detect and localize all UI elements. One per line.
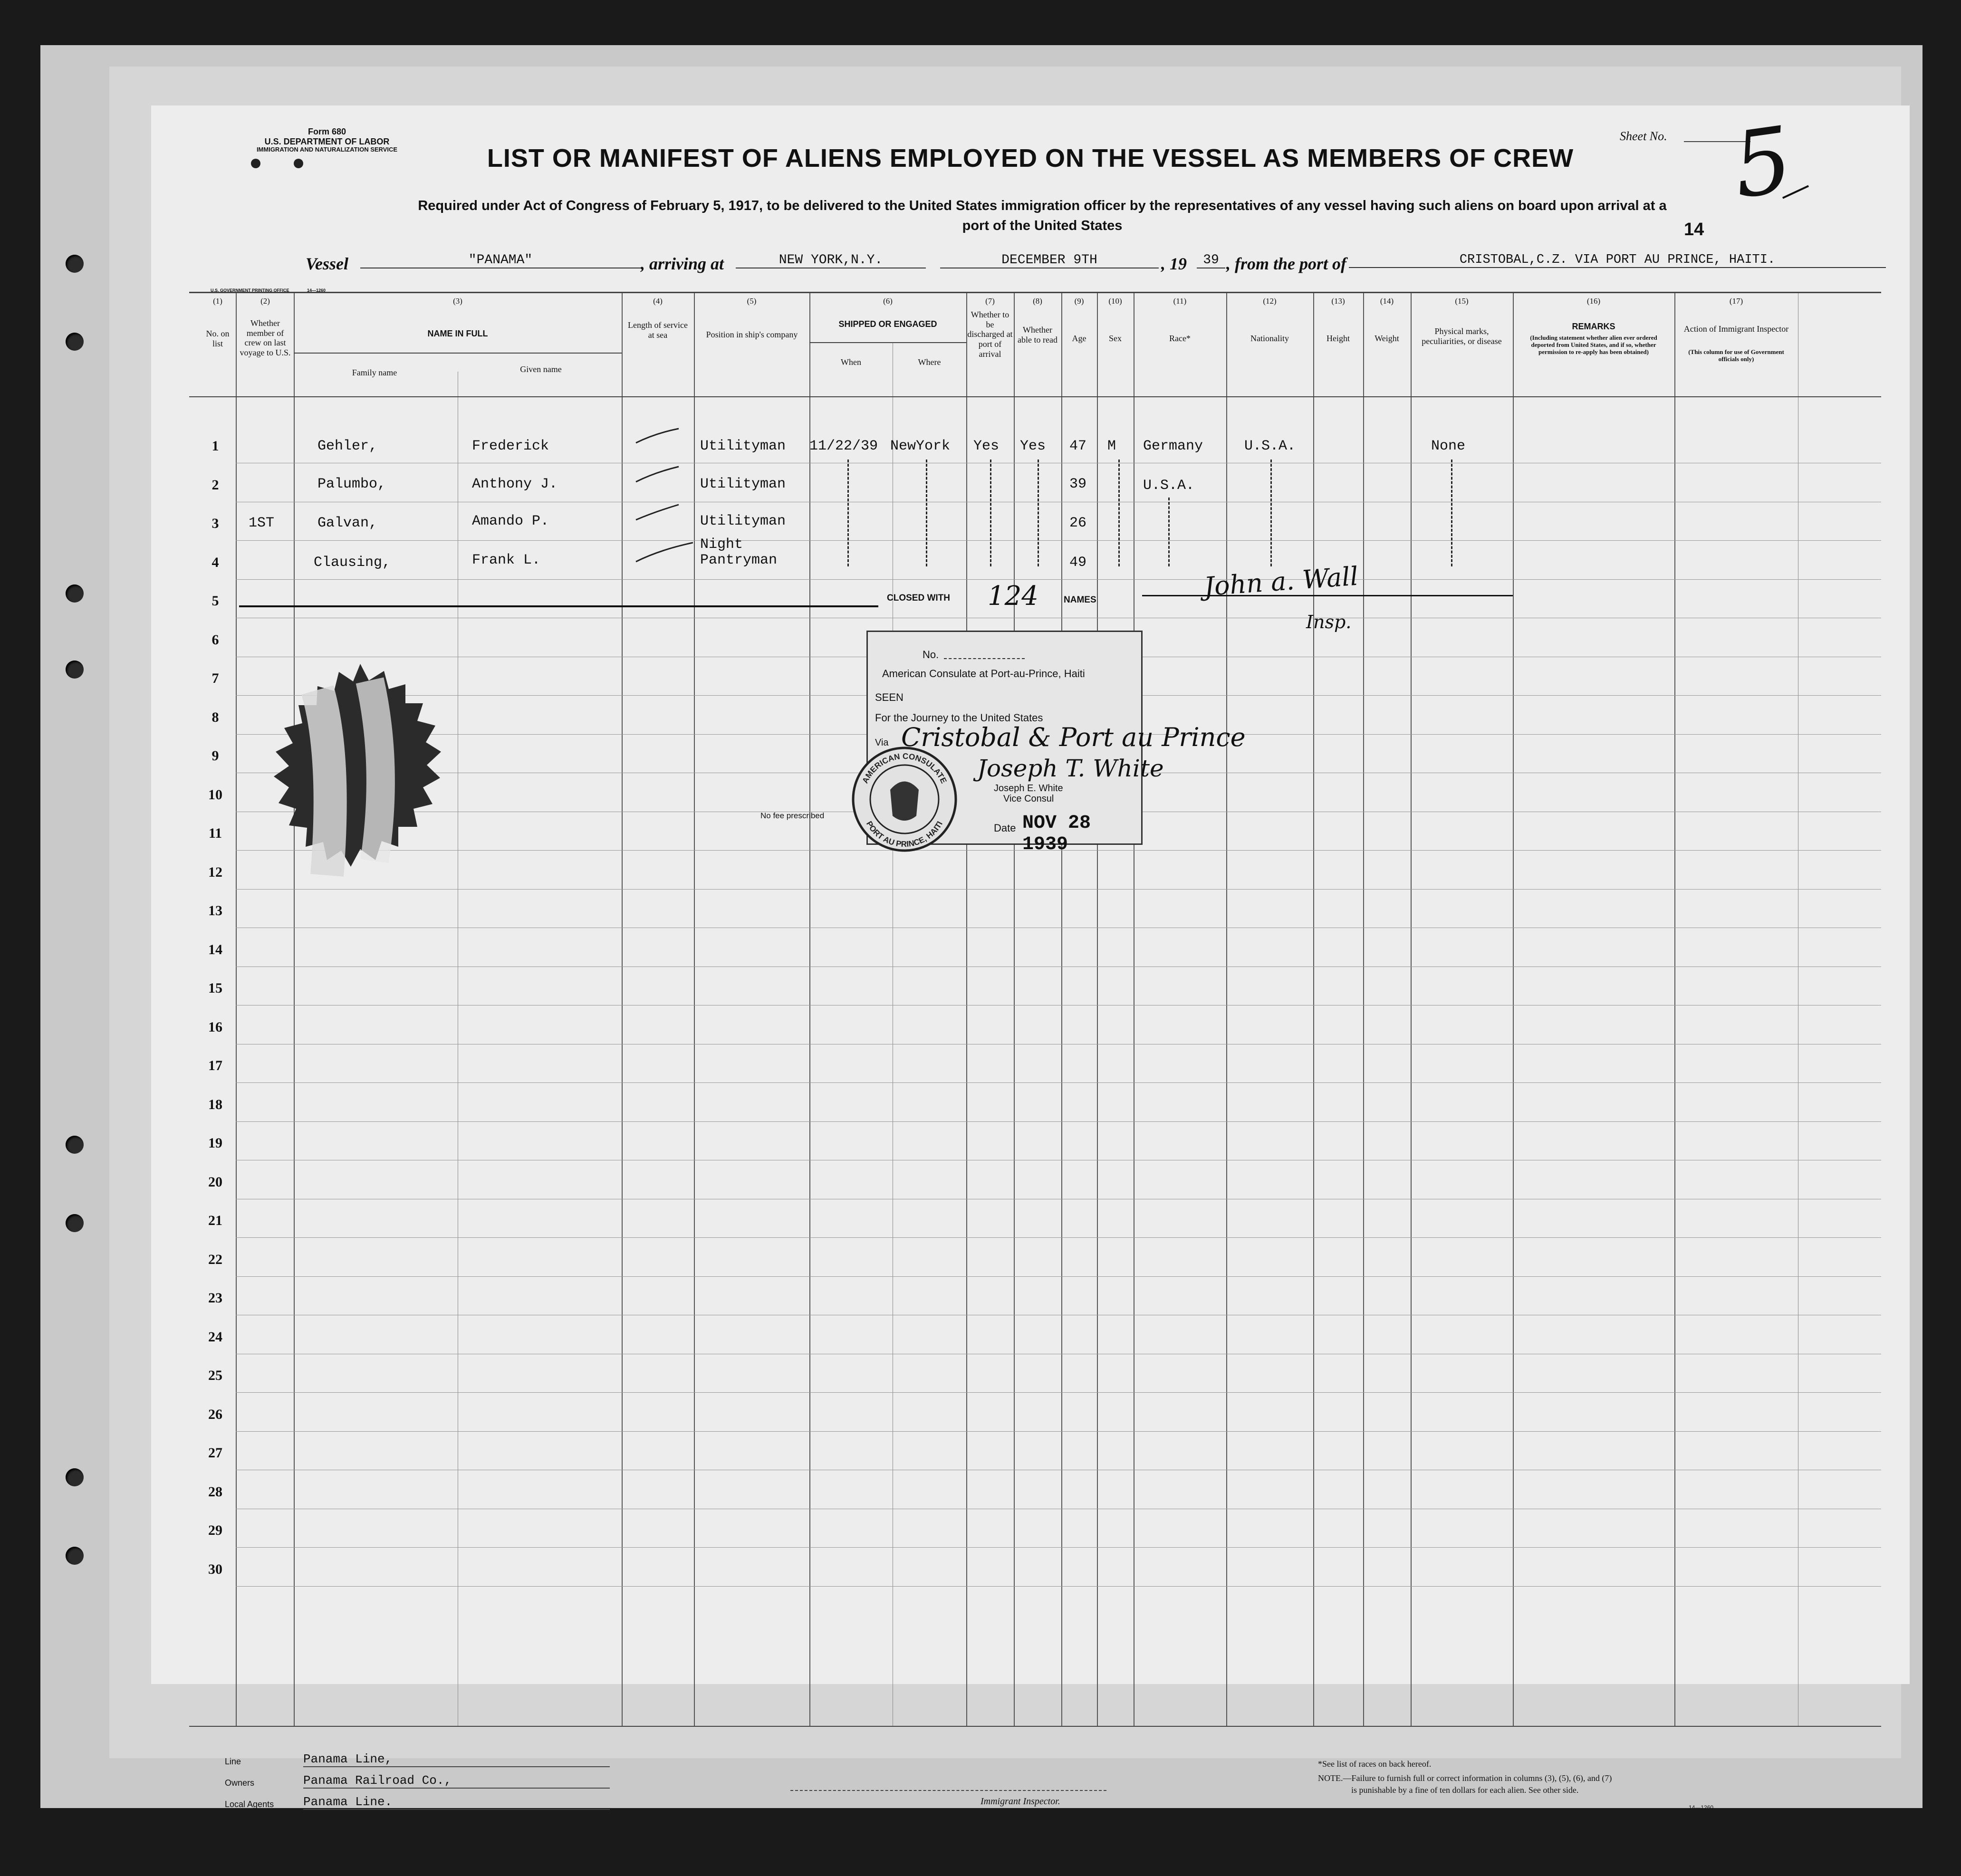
closing-line-left: [239, 605, 878, 607]
row-number: 7: [211, 670, 219, 686]
row1-age: 47: [1069, 438, 1087, 454]
col-hdr-given: Given name: [520, 364, 562, 374]
col-num-16: (16): [1586, 297, 1601, 306]
col-num-11: (11): [1173, 297, 1187, 306]
col-num-10: (10): [1108, 297, 1122, 306]
service-slashes: [626, 414, 693, 585]
manifest-sheet: [151, 105, 1910, 1811]
slash-mark: [636, 467, 679, 482]
stamp-no-label: No.: [923, 649, 939, 660]
stamp-via-value: Cristobal & Port au Prince: [901, 722, 1246, 752]
sheet-number: 5: [1727, 106, 1798, 219]
ditto-mark: [1038, 459, 1039, 566]
printing-office: U.S. GOVERNMENT PRINTING OFFICE 14—1260: [211, 288, 326, 293]
binder-hole: [66, 660, 84, 679]
row-number: 14: [208, 942, 222, 957]
ditto-mark: [1270, 459, 1272, 566]
ditto-mark: [990, 459, 991, 566]
arrival-port: NEW YORK,N.Y.: [736, 253, 926, 268]
col-hdr-remarks-note: (Including statement whether alien ever ordered deported from United States, and if so, whether permission to re-apply has been obtained): [1530, 334, 1657, 355]
footer-line-label: Line: [225, 1757, 241, 1766]
stamp-journey: For the Journey to the United States: [875, 712, 1043, 724]
col-num-1: (1): [213, 297, 222, 306]
col-num-15: (15): [1455, 297, 1469, 306]
col-hdr-name: NAME IN FULL: [427, 329, 488, 338]
footer-note1: *See list of races on back hereof.: [1318, 1759, 1432, 1769]
row-number: 29: [208, 1522, 222, 1538]
col-hdr-sex: Sex: [1109, 334, 1122, 343]
row-number: 21: [208, 1213, 222, 1228]
row3-family: Galvan,: [317, 515, 378, 531]
col-hdr-no: No. on list: [206, 329, 230, 348]
binder-hole: [66, 255, 84, 273]
row-number: 24: [208, 1329, 222, 1345]
row1-family: Gehler,: [317, 438, 378, 454]
col-line: [1411, 293, 1412, 1726]
row-line: [236, 579, 1881, 580]
col-line: [966, 293, 967, 1726]
col-hdr-action: Action of Immigrant Inspector: [1683, 324, 1789, 334]
row-number: 5: [211, 593, 219, 609]
binder-hole: [66, 1136, 84, 1154]
stamp-consulate: American Consulate at Port-au-Prince, Haiti: [882, 668, 1085, 680]
footer-owners-label: Owners: [225, 1778, 255, 1788]
sheet-label: Sheet No.: [1620, 129, 1667, 143]
consul-title: Vice Consul: [1003, 794, 1054, 804]
binder-hole: [66, 1214, 84, 1232]
row4-position-1: Night: [700, 536, 743, 553]
row1-race: Germany: [1143, 438, 1203, 454]
row-line: [236, 1121, 1881, 1122]
row1-position: Utilityman: [700, 438, 786, 454]
col-line: [1014, 293, 1015, 1726]
arrival-date: DECEMBER 9TH: [940, 253, 1159, 268]
footer-form-code: 14—1260: [1689, 1804, 1714, 1811]
col-hdr-length: Length of service at sea: [628, 320, 688, 340]
ribbon: [317, 690, 330, 875]
no-fee-note: No fee prescribed: [760, 811, 825, 820]
row-line: [236, 1392, 1881, 1393]
row-number: 4: [211, 555, 219, 570]
foil-seal: [218, 652, 503, 937]
col-hdr-read: Whether able to read: [1018, 325, 1057, 345]
row-number: 3: [211, 516, 219, 531]
row-number: 8: [211, 709, 219, 725]
inspector-line: [790, 1790, 1106, 1791]
col-hdr-height: Height: [1327, 334, 1350, 343]
subtitle-line2: port of the United States: [962, 218, 1123, 233]
binder-hole: [66, 1468, 84, 1486]
col-line: [1313, 293, 1314, 1726]
row-line: [236, 1431, 1881, 1432]
col-line: [1226, 293, 1227, 1726]
row-number: 13: [208, 903, 222, 919]
row-number: 1: [211, 438, 219, 454]
col-num-6: (6): [883, 297, 893, 306]
ribbon: [370, 680, 381, 861]
year-suffix: 39: [1197, 253, 1225, 268]
col-num-12: (12): [1263, 297, 1277, 306]
row1-marks: None: [1431, 438, 1466, 454]
row4-family: Clausing,: [314, 555, 391, 571]
inspector-signature: John a. Wall: [1203, 561, 1359, 602]
row3-given: Amando P.: [472, 513, 549, 529]
ditto-mark: [926, 459, 927, 566]
col-num-14: (14): [1380, 297, 1394, 306]
row-line: [236, 1547, 1881, 1548]
footer-note3: is punishable by a fine of ten dollars for each alien. See other side.: [1351, 1785, 1579, 1795]
row2-race: U.S.A.: [1143, 478, 1195, 494]
inspector-label: Immigrant Inspector.: [980, 1796, 1060, 1807]
ditto-mark: [847, 459, 849, 566]
row-number: 15: [208, 980, 222, 996]
ditto-mark: [1168, 498, 1170, 566]
slash-mark: [636, 543, 693, 562]
col-line: [694, 293, 695, 1726]
col-num-3: (3): [453, 297, 462, 306]
page-title: LIST OR MANIFEST OF ALIENS EMPLOYED ON THE VESSEL AS MEMBERS OF CREW: [487, 144, 1574, 172]
service: IMMIGRATION AND NATURALIZATION SERVICE: [256, 146, 398, 153]
row1-when: 11/22/39: [809, 438, 878, 454]
header-bottom-border: [189, 396, 1881, 397]
row-number: 25: [208, 1368, 222, 1383]
stamp-seen: SEEN: [875, 691, 904, 703]
row-number: 27: [208, 1445, 222, 1461]
col-num-4: (4): [653, 297, 663, 306]
row-line: [236, 1276, 1881, 1277]
col-line: [1061, 293, 1062, 1726]
col-hdr-shipped: SHIPPED OR ENGAGED: [838, 319, 937, 329]
col-hdr-when: When: [841, 357, 861, 367]
row1-discharged: Yes: [973, 438, 1000, 454]
col-hdr-weight: Weight: [1375, 334, 1399, 343]
col-hdr-where: Where: [918, 357, 941, 367]
consul-signature: Joseph T. White: [977, 755, 1164, 782]
footer-agents-label: Local Agents: [225, 1799, 274, 1809]
row2-age: 39: [1069, 476, 1087, 492]
col-line: [1513, 293, 1514, 1726]
row-number: 22: [208, 1252, 222, 1267]
foil-seal-shape: [274, 664, 441, 867]
stamp-via-label: Via: [875, 737, 889, 748]
col-line: [622, 293, 623, 1726]
row3-age: 26: [1069, 515, 1087, 531]
col-hdr-last-voyage: Whether member of crew on last voyage to U.S.: [240, 318, 291, 358]
col-line: [1097, 293, 1098, 1726]
footer-agents-value: Panama Line.: [303, 1795, 610, 1810]
col-hdr-marks: Physical marks, peculiarities, or disease: [1422, 326, 1502, 346]
row3-position: Utilityman: [700, 513, 786, 529]
row-number: 19: [208, 1135, 222, 1151]
row-number: 30: [208, 1561, 222, 1577]
row-number: 17: [208, 1058, 222, 1073]
col-line: [809, 293, 810, 1726]
from-label: , from the port of: [1226, 254, 1347, 273]
col-hdr-action-note: (This column for use of Government officials only): [1688, 348, 1784, 363]
inspector-title: Insp.: [1306, 612, 1352, 632]
slash-mark: [636, 429, 679, 443]
row-line: [236, 1586, 1881, 1587]
row4-given: Frank L.: [472, 552, 541, 568]
seal-top-text: AMERICAN CONSULATE: [860, 751, 949, 785]
seal-eagle: [890, 782, 919, 821]
row-line: [236, 1082, 1881, 1083]
row1-sex: M: [1107, 438, 1116, 454]
arriving-label: , arriving at: [641, 254, 724, 273]
row-line: [236, 1237, 1881, 1238]
row-number: 11: [208, 825, 222, 841]
col-num-2: (2): [260, 297, 270, 306]
col-hdr-nationality: Nationality: [1250, 334, 1289, 343]
stamp-no-line: [944, 658, 1025, 659]
footer-owners-value: Panama Railroad Co.,: [303, 1773, 610, 1789]
ditto-mark: [1451, 459, 1452, 566]
row-number: 20: [208, 1174, 222, 1190]
col-line: [1363, 293, 1364, 1726]
consulate-seal: [850, 745, 959, 854]
row-number: 26: [208, 1407, 222, 1422]
col-num-8: (8): [1033, 297, 1042, 306]
consul-name: Joseph E. White: [994, 783, 1063, 794]
row-number: 23: [208, 1290, 222, 1306]
department: U.S. DEPARTMENT OF LABOR: [264, 136, 390, 146]
stamp-date-label: Date: [994, 822, 1016, 834]
col-hdr-family: Family name: [352, 368, 397, 377]
binder-hole: [66, 333, 84, 351]
table-bottom-border: [189, 1726, 1881, 1727]
subtitle-line1: Required under Act of Congress of February 5, 1917, to be delivered to the United States immigration officer by the representatives of any vessel having such aliens on board upon arrival at a: [418, 198, 1667, 213]
row2-position: Utilityman: [700, 476, 786, 492]
binder-hole: [66, 1547, 84, 1565]
row-number: 16: [208, 1019, 222, 1035]
vessel-name: "PANAMA": [360, 253, 641, 268]
row2-given: Anthony J.: [472, 476, 558, 492]
row4-age: 49: [1069, 555, 1087, 571]
year-prefix: , 19: [1161, 254, 1187, 273]
closing-line-right: [1142, 595, 1513, 596]
row-number: 10: [208, 787, 222, 803]
row1-given: Frederick: [472, 438, 549, 454]
row-number: 9: [211, 748, 219, 764]
seal-bottom-text: PORT AU PRINCE, HAITI: [864, 819, 945, 849]
closed-with-label: CLOSED WITH: [887, 593, 950, 603]
row-number: 28: [208, 1484, 222, 1500]
col-num-13: (13): [1331, 297, 1345, 306]
name-divider: [294, 353, 622, 354]
row4-position-2: Pantryman: [700, 552, 778, 568]
closed-count: 124: [988, 581, 1038, 612]
names-label: NAMES: [1064, 595, 1096, 605]
stamp-date-value: NOV 28 1939: [1022, 813, 1091, 855]
row1-where: NewYork: [890, 438, 951, 454]
col-line: [236, 293, 237, 1726]
row-number: 18: [208, 1097, 222, 1112]
col-num-5: (5): [747, 297, 757, 306]
col-hdr-position: Position in ship's company: [706, 330, 798, 339]
row1-nationality: U.S.A.: [1244, 438, 1296, 454]
vessel-label: Vessel: [306, 254, 348, 273]
col-line: [294, 293, 295, 1726]
col-hdr-remarks: REMARKS: [1572, 322, 1615, 331]
row-number: 2: [211, 477, 219, 493]
form-number: Form 680: [308, 127, 346, 136]
col-hdr-discharged: Whether to be discharged at port of arrival: [967, 310, 1013, 359]
row-number: 12: [208, 864, 222, 880]
col-hdr-race: Race*: [1169, 334, 1191, 343]
footer-note2: NOTE.—Failure to furnish full or correct information in columns (3), (5), (6), and (7): [1318, 1773, 1612, 1783]
table-top-border: [189, 292, 1881, 293]
ditto-mark: [1118, 459, 1120, 566]
col-num-9: (9): [1074, 297, 1084, 306]
row1-read: Yes: [1020, 438, 1046, 454]
col-num-17: (17): [1729, 297, 1743, 306]
col-line: [1674, 293, 1675, 1726]
row3-last-voyage: 1ST: [249, 515, 275, 531]
row-line: [236, 540, 1881, 541]
footer-line-value: Panama Line,: [303, 1752, 610, 1767]
col-hdr-age: Age: [1072, 334, 1086, 343]
slash-mark: [636, 505, 679, 520]
binder-hole: [66, 584, 84, 603]
page-count: 14: [1684, 220, 1704, 239]
shipped-divider: [809, 342, 966, 343]
origin-port: CRISTOBAL,C.Z. VIA PORT AU PRINCE, HAITI.: [1349, 253, 1886, 268]
col-num-7: (7): [985, 297, 995, 306]
row2-family: Palumbo,: [317, 476, 386, 492]
row-number: 6: [211, 632, 219, 648]
